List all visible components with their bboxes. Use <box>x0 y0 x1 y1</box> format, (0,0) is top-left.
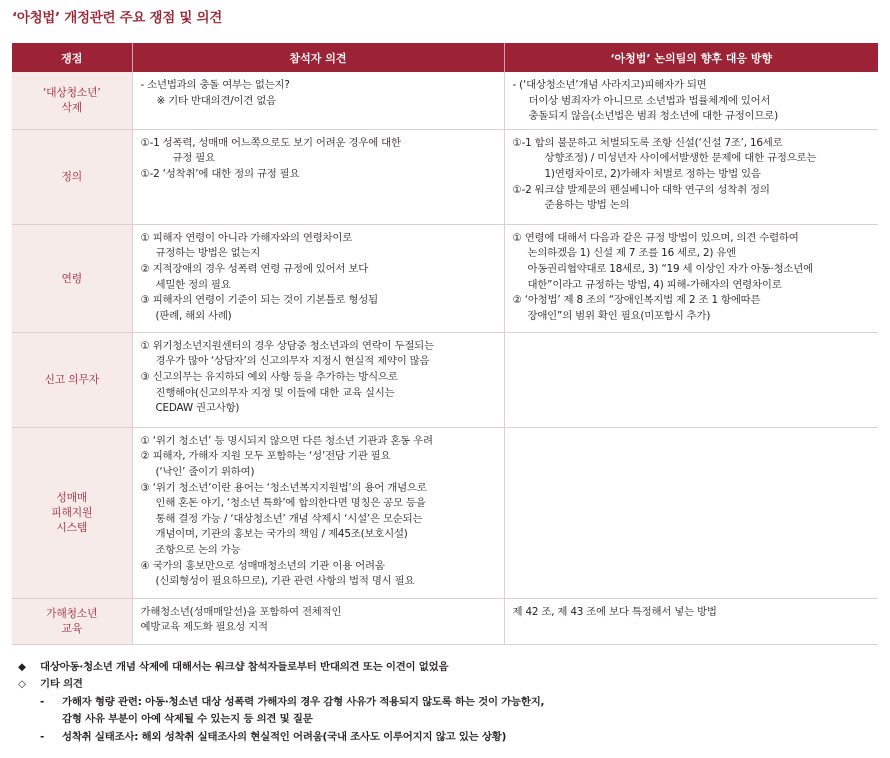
issue-cell <box>12 598 132 644</box>
table-row <box>12 224 878 332</box>
notes-section <box>18 659 544 746</box>
issue-text: 교육 <box>61 622 82 636</box>
page-title: ‘아청법’ 개정관련 주요 쟁점 및 의견 <box>12 10 223 26</box>
direction-line: 아동권리협약대로 18세로, 3) “19 세 이상인 자가 아동·청소년에 <box>527 262 813 275</box>
opinion-cell <box>132 129 504 224</box>
issue-cell <box>12 224 132 332</box>
opinion-line: ③ 신고의무는 유지하되 예외 사항 등을 추가하는 방식으로 <box>140 370 398 383</box>
diamond-filled-icon: ◆ <box>18 661 26 673</box>
issue-cell <box>12 129 132 224</box>
direction-cell <box>504 427 878 598</box>
opinion-line: 가해청소년(성매매알선)을 포함하여 전체적인 <box>140 605 342 618</box>
opinion-line: CEDAW 권고사항) <box>155 402 240 415</box>
note-item <box>18 676 544 693</box>
note-text: 기타 의견 <box>40 678 83 691</box>
direction-cell <box>504 224 878 332</box>
diamond-outline-icon: ◇ <box>18 678 26 691</box>
opinion-cell <box>132 72 504 129</box>
issue-text: 연령 <box>61 271 82 285</box>
direction-line: ①-2 워크샵 발제문의 펜실베니아 대학 연구의 성착취 정의 <box>512 183 770 196</box>
table-row <box>12 427 878 598</box>
note-text: 가해자 형량 관련: 아동·청소년 대상 성폭력 가해자의 경우 감형 사유가 적용되지 않도록 하는 것이 가능한지, <box>62 695 545 708</box>
opinion-line: 규정하는 방법은 없는지 <box>155 247 261 260</box>
opinion-cell <box>132 332 504 427</box>
opinion-line: 진행해야(신고의무자 지정 및 이들에 대한 교육 실시는 <box>155 386 395 399</box>
opinion-line: 개념이며, 기관의 홍보는 국가의 책임 / 제45조(보호시설) <box>155 528 408 541</box>
table-row <box>12 72 878 129</box>
issue-text: 성매매 <box>56 491 88 505</box>
note-item <box>18 729 544 746</box>
dash-bullet: - <box>40 730 45 743</box>
direction-line: 장애인”의 범위 확인 필요(미포함시 추가) <box>527 309 711 322</box>
opinion-line: 통해 결정 가능 / ‘대상청소년’ 개념 삭제시 ‘시설’은 모순되는 <box>155 512 423 525</box>
opinion-cell <box>132 598 504 644</box>
direction-line: 논의하겠음 1) 신설 제 7 조를 16 세로, 2) 유엔 <box>527 247 737 260</box>
direction-line: ① 연령에 대해서 다음과 같은 규정 방법이 있으며, 의견 수렴하여 <box>512 231 799 244</box>
issue-cell <box>12 427 132 598</box>
direction-line: 충돌되지 않음(소년법은 범죄 청소년에 대한 규정이므로) <box>528 110 778 123</box>
opinion-line: ④ 국가의 홍보만으로 성매매청소년의 기관 이용 어려움 <box>140 559 385 572</box>
opinion-line: 인해 혼돈 야기, ‘청소년 특화’에 합의한다면 명칭은 공모 등을 <box>155 497 426 510</box>
opinion-line: ① 피해자 연령이 아니라 가해자와의 연령차이로 <box>140 231 353 244</box>
header-direction: ‘아청법’ 논의팀의 향후 대응 방향 <box>504 43 878 72</box>
note-item <box>18 659 544 676</box>
opinion-line: - 소년법과의 충돌 여부는 없는지? <box>140 79 290 91</box>
header-opinion: 참석자 의견 <box>132 43 504 72</box>
table-row <box>12 598 878 644</box>
header-issue: 쟁점 <box>12 43 132 72</box>
opinion-line: ①-2 ‘성착취’에 대한 정의 규정 필요 <box>140 167 300 180</box>
opinion-line: ① 위기청소년지원센터의 경우 상담중 청소년과의 연락이 두절되는 <box>140 339 434 352</box>
opinion-line: ① ‘위기 청소년’ 등 명시되지 않으면 다른 청소년 기관과 혼동 우려 <box>140 434 433 447</box>
opinion-cell <box>132 427 504 598</box>
direction-cell <box>504 129 878 224</box>
note-item <box>18 711 544 728</box>
issue-text: 신고 의무자 <box>44 373 99 387</box>
direction-line: ② ‘아청법’ 제 8 조의 “장애인복지법 제 2 조 1 항에따른 <box>512 294 761 307</box>
opinion-line: 조항으로 논의 가능 <box>155 543 241 556</box>
issue-text: 정의 <box>61 170 82 184</box>
note-text: 감형 사유 부분이 아예 삭제될 수 있는지 등 의견 및 질문 <box>62 713 313 726</box>
direction-cell <box>504 332 878 427</box>
table-row <box>12 129 878 224</box>
direction-cell <box>504 598 878 644</box>
direction-line: 더이상 범죄자가 아니므로 소년법과 법률체계에 있어서 <box>528 94 771 107</box>
note-item <box>18 694 544 711</box>
direction-line: - (‘대상청소년’개념 사라지고)피해자가 되면 <box>512 79 707 91</box>
issue-text: 가해청소년 <box>46 607 98 621</box>
opinion-line: 규정 필요 <box>172 152 215 165</box>
opinion-line: ※ 기타 반대의견/이견 없음 <box>156 94 276 107</box>
issue-cell <box>12 72 132 129</box>
issue-text: 시스템 <box>56 521 88 535</box>
table-header-row <box>12 43 878 72</box>
opinion-cell <box>132 224 504 332</box>
opinion-line: (판례, 해외 사례) <box>155 309 232 322</box>
table-row <box>12 332 878 427</box>
opinion-line: (‘낙인’ 줄이기 위하여) <box>155 465 255 478</box>
direction-cell <box>504 72 878 129</box>
issue-text: 피해지원 <box>51 506 93 520</box>
opinion-line: 경우가 많아 ‘상담자’의 신고의무자 지정시 현실적 제약이 많음 <box>155 355 430 368</box>
opinion-line: ③ ‘위기 청소년’이란 용어는 ‘청소년복지지원법’의 용어 개념으로 <box>140 481 427 494</box>
issue-cell <box>12 332 132 427</box>
opinion-line: ② 피해자, 가해자 지원 모두 포함하는 ‘성’전담 기관 필요 <box>140 450 391 463</box>
opinion-line: 세밀한 정의 필요 <box>155 278 231 291</box>
direction-line: 제 42 조, 제 43 조에 보다 특정해서 넣는 방법 <box>512 605 717 618</box>
direction-line: ①-1 합의 불문하고 처벌되도록 조항 신설(‘신설 7조’, 16세로 <box>512 136 783 149</box>
opinion-line: ③ 피해자의 연령이 기준이 되는 것이 기본틀로 형성됨 <box>140 294 378 307</box>
issues-table <box>12 43 878 645</box>
opinion-line: ② 지적장애의 경우 성폭력 연령 규정에 있어서 보다 <box>140 262 369 275</box>
direction-line: 대한”이라고 규정하는 방법, 4) 피해-가해자의 연령차이로 <box>527 278 782 291</box>
issue-text: ‘대상청소년’ <box>42 86 101 100</box>
note-text: 성착취 실태조사: 해외 성착취 실태조사의 현실적인 어려움(국내 조사도 이루어지지 않고 있는 상황) <box>62 730 507 743</box>
direction-line: 준용하는 방법 논의 <box>544 199 630 212</box>
direction-line: 1)연령차이로, 2)가해자 처벌로 정하는 방법 있음 <box>544 167 761 180</box>
opinion-line: 예방교육 제도화 필요성 지적 <box>140 621 268 634</box>
opinion-line: ①-1 성폭력, 성매매 어느쪽으로도 보기 어려운 경우에 대한 <box>140 136 401 149</box>
note-text: 대상아동·청소년 개념 삭제에 대해서는 워크샵 참석자들로부터 반대의견 또는 이견이 없었음 <box>40 661 449 673</box>
direction-line: 상향조정) / 미성년자 사이에서발생한 문제에 대한 규정으로는 <box>544 152 817 165</box>
issue-text: 삭제 <box>61 101 82 115</box>
dash-bullet: - <box>40 695 45 708</box>
opinion-line: (신뢰형성이 필요하므로), 기관 관련 사항의 법적 명시 필요 <box>155 575 415 588</box>
